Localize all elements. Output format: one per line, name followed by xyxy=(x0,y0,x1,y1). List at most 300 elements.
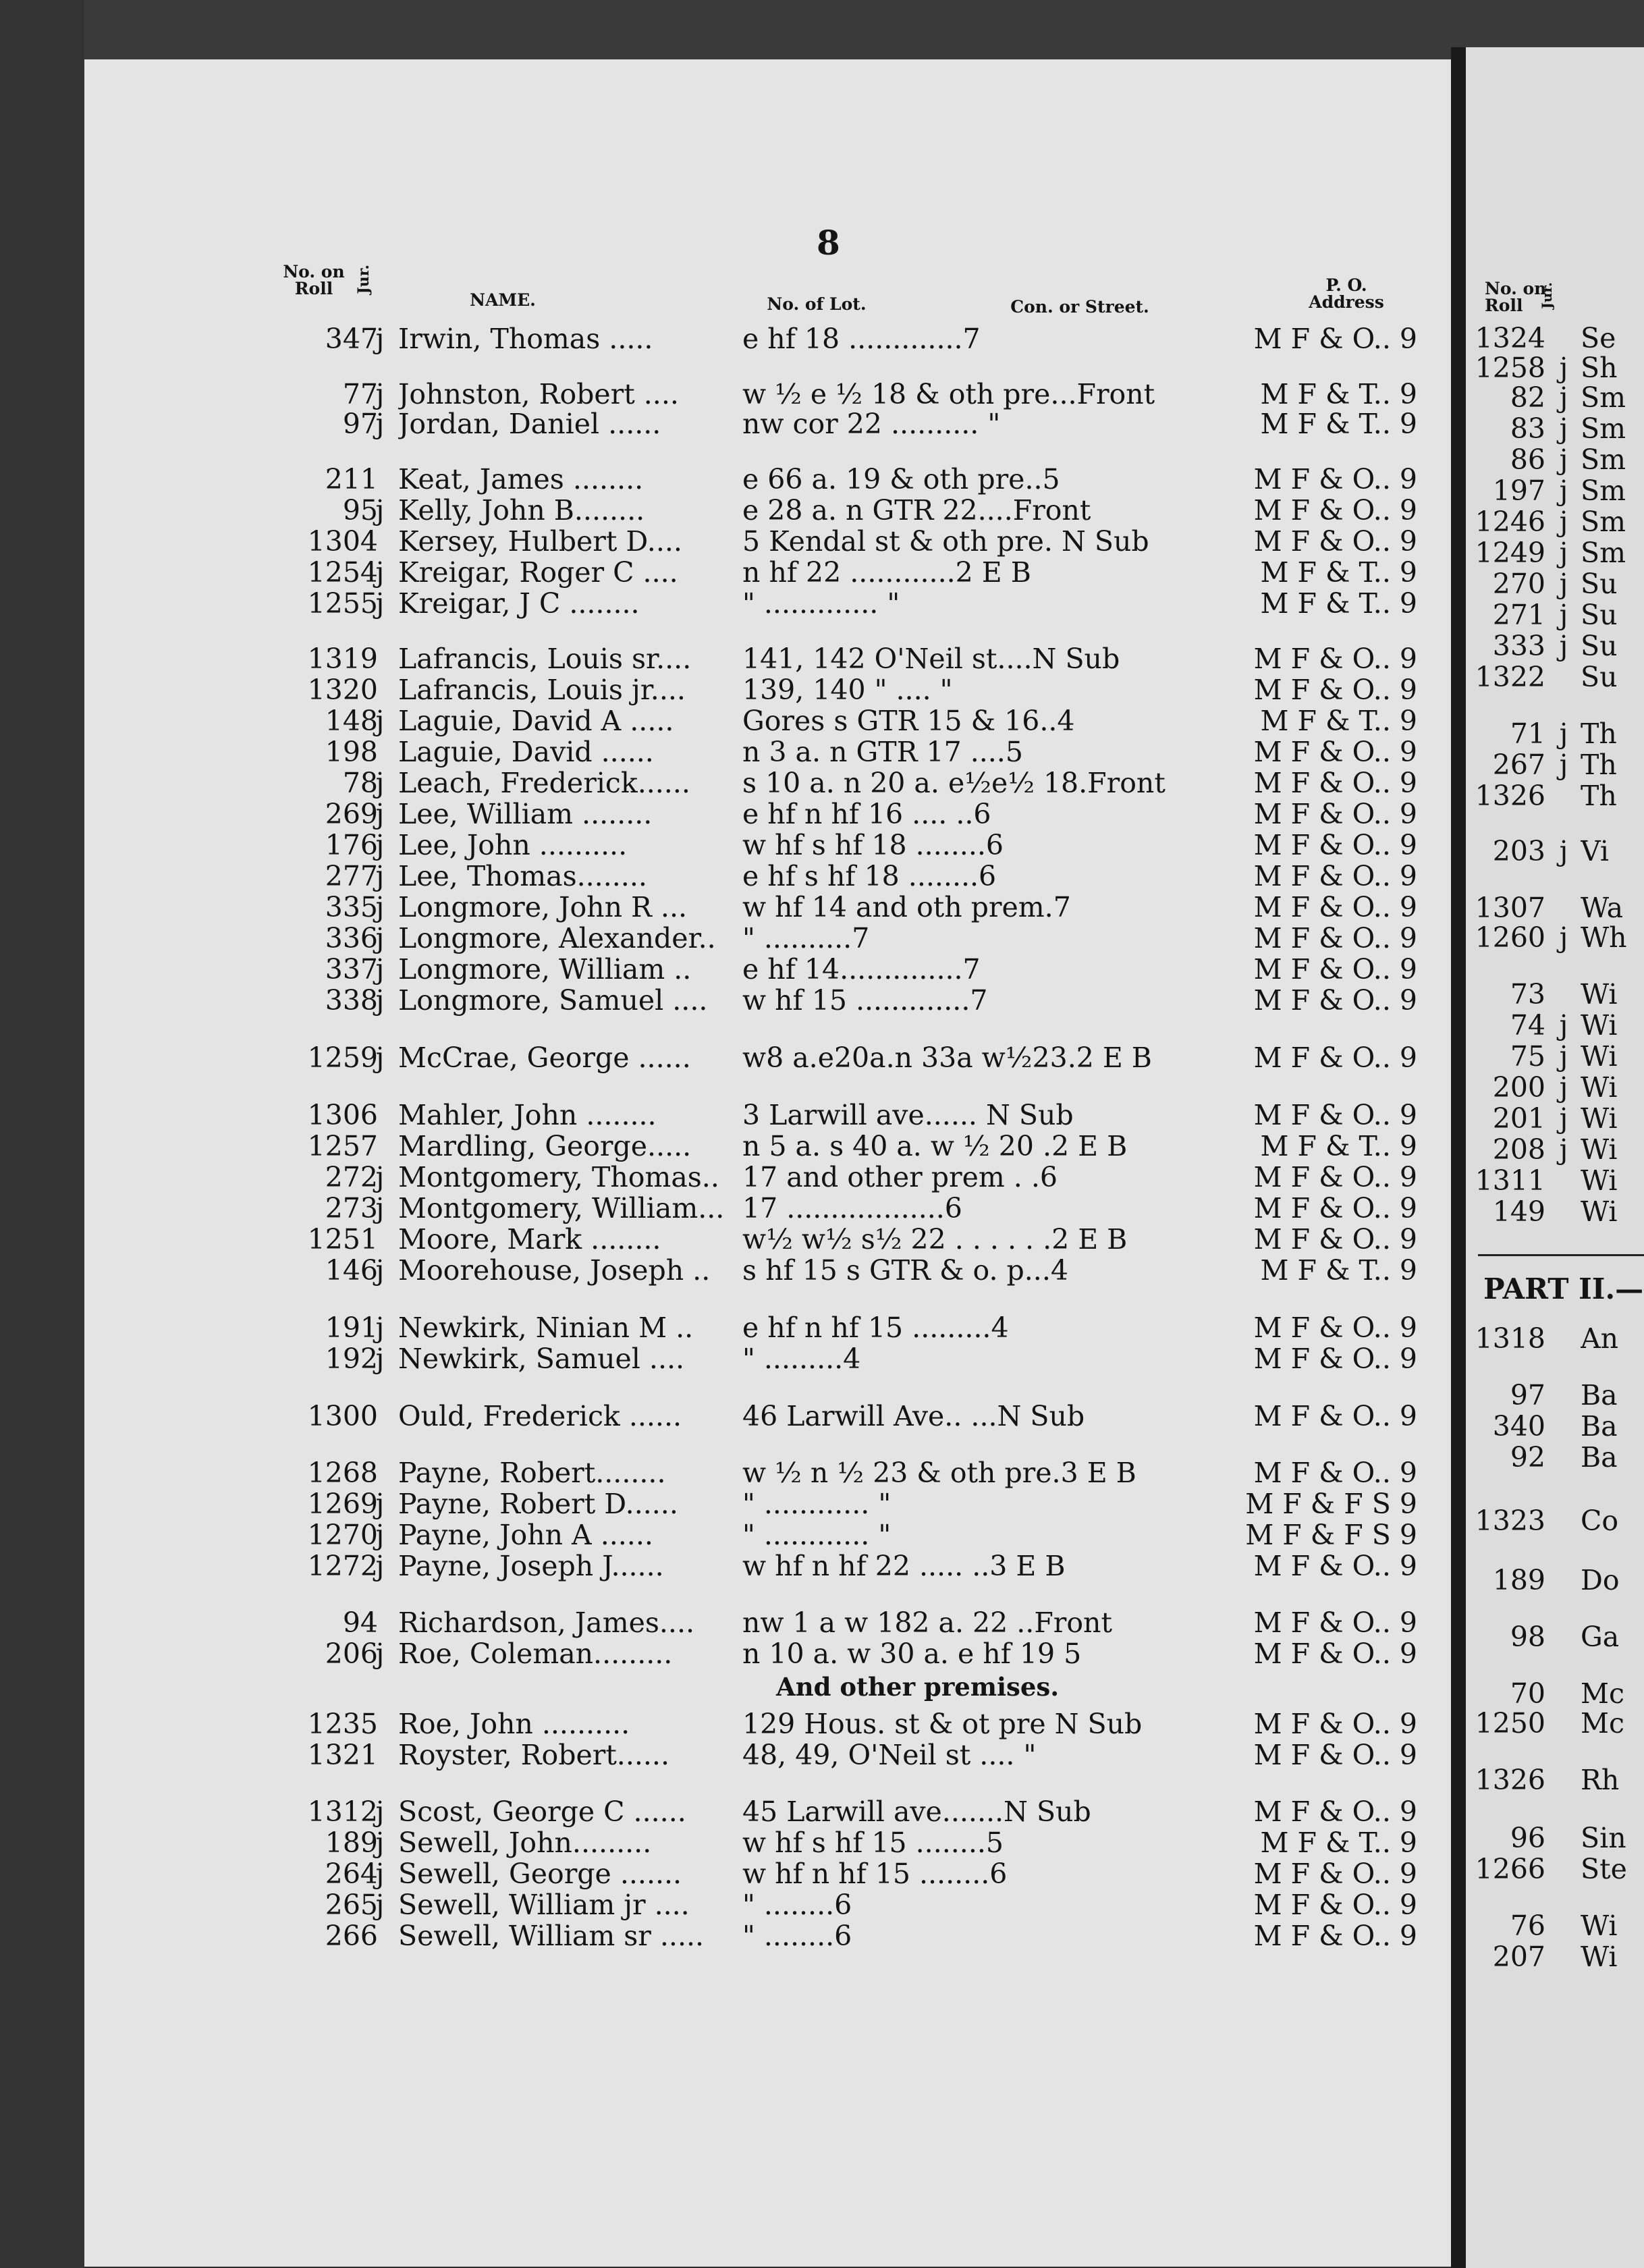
lot-cell: " ........6 xyxy=(742,1920,852,1952)
right-roll-number: 82 xyxy=(1510,381,1545,414)
lot-cell: 17 ..................6 xyxy=(742,1192,962,1224)
name-cell: Moorehouse, Joseph .. xyxy=(398,1254,711,1287)
right-table-row xyxy=(1471,537,1644,568)
right-roll-number: 200 xyxy=(1492,1071,1545,1104)
right-roll-number: 75 xyxy=(1510,1040,1545,1073)
right-roll-number: 83 xyxy=(1510,412,1545,445)
right-table-row xyxy=(1471,1323,1644,1354)
lot-cell: " ........6 xyxy=(742,1889,852,1921)
right-table-row xyxy=(1471,836,1644,867)
roll-number: 1259 xyxy=(307,1042,378,1074)
address-cell: M F & O.. 9 xyxy=(1253,984,1417,1017)
table-row xyxy=(0,1638,1451,1670)
table-row xyxy=(0,1457,1451,1489)
right-table-row xyxy=(1471,1380,1644,1411)
right-name-cell: Wi xyxy=(1581,1941,1618,1972)
right-table-row xyxy=(1471,1764,1644,1796)
name-cell: Newkirk, Samuel .... xyxy=(398,1343,685,1375)
lot-cell: w8 a.e20a.n 33a w½23.2 E B xyxy=(742,1042,1152,1074)
right-roll-number: 70 xyxy=(1510,1677,1545,1710)
jur-mark: j xyxy=(375,1343,385,1375)
right-table-row xyxy=(1471,599,1644,630)
lot-cell: w hf s hf 18 ........6 xyxy=(742,829,1004,861)
name-cell: Ould, Frederick ...... xyxy=(398,1400,682,1432)
right-table-row xyxy=(1471,1854,1644,1885)
lot-cell: 17 and other prem . .6 xyxy=(742,1161,1058,1193)
address-cell: M F & O.. 9 xyxy=(1253,767,1417,799)
right-roll-number: 270 xyxy=(1492,568,1545,600)
name-cell: Lafrancis, Louis sr.... xyxy=(398,643,692,675)
jur-mark: j xyxy=(375,556,385,589)
right-table-row xyxy=(1471,979,1644,1010)
jur-mark: j xyxy=(375,798,385,830)
right-table-row xyxy=(1471,568,1644,599)
lot-cell: 48, 49, O'Neil st .... " xyxy=(742,1739,1037,1771)
right-jur-mark: j xyxy=(1559,599,1568,631)
address-cell: M F & O.. 9 xyxy=(1253,1457,1417,1489)
right-roll-number: 96 xyxy=(1510,1822,1545,1854)
name-cell: Payne, Joseph J...... xyxy=(398,1550,664,1582)
right-header-line1: No. on xyxy=(1485,279,1547,298)
roll-number: 277 xyxy=(325,860,378,892)
right-table-row xyxy=(1471,1411,1644,1442)
right-name-cell: Su xyxy=(1581,630,1618,662)
name-cell: Laguie, David A ..... xyxy=(398,705,674,737)
roll-number: 337 xyxy=(325,953,378,986)
table-row xyxy=(0,767,1451,799)
address-cell: M F & O.. 9 xyxy=(1253,1920,1417,1952)
roll-number: 176 xyxy=(325,829,378,861)
address-cell: M F & O.. 9 xyxy=(1253,1638,1417,1670)
name-cell: Keat, James ........ xyxy=(398,463,644,495)
lot-cell: e hf 14..............7 xyxy=(742,953,981,986)
header-po-line2: Address xyxy=(1309,292,1384,312)
header-lot: No. of Lot. xyxy=(767,294,867,314)
roll-number: 189 xyxy=(325,1827,378,1859)
name-cell: Richardson, James.... xyxy=(398,1606,695,1639)
right-roll-number: 149 xyxy=(1492,1195,1545,1228)
table-row xyxy=(0,1858,1451,1890)
part-heading: PART II.— xyxy=(1483,1272,1644,1305)
roll-number: 264 xyxy=(325,1858,378,1890)
table-row xyxy=(0,736,1451,768)
table-row xyxy=(0,1606,1451,1639)
name-cell: Kelly, John B........ xyxy=(398,494,645,526)
roll-number: 192 xyxy=(325,1343,378,1375)
roll-number: 1300 xyxy=(307,1400,378,1432)
roll-number: 1254 xyxy=(307,556,378,589)
roll-number: 78 xyxy=(342,767,378,799)
right-table-row xyxy=(1471,1041,1644,1072)
lot-cell: w ½ e ½ 18 & oth pre...Front xyxy=(742,378,1155,410)
name-cell: Kreigar, Roger C .... xyxy=(398,556,678,589)
right-jur-mark: j xyxy=(1559,749,1568,781)
right-name-cell: Do xyxy=(1581,1565,1620,1596)
roll-number: 269 xyxy=(325,798,378,830)
address-cell: M F & T.. 9 xyxy=(1260,408,1417,440)
roll-number: 95 xyxy=(342,494,378,526)
table-row xyxy=(0,1042,1451,1074)
right-name-cell: Sm xyxy=(1581,537,1626,568)
table-row xyxy=(0,798,1451,830)
table-row xyxy=(0,463,1451,495)
right-name-cell: Wi xyxy=(1581,979,1618,1010)
table-row xyxy=(0,860,1451,892)
right-roll-number: 1326 xyxy=(1475,1764,1545,1796)
table-row xyxy=(0,1796,1451,1828)
right-jur-mark: j xyxy=(1559,475,1568,507)
right-name-cell: Wi xyxy=(1581,1134,1618,1165)
lot-cell: 141, 142 O'Neil st....N Sub xyxy=(742,643,1120,675)
right-jur-mark: j xyxy=(1559,443,1568,476)
right-name-cell: Wh xyxy=(1581,922,1627,953)
lot-cell: nw 1 a w 182 a. 22 ..Front xyxy=(742,1606,1112,1639)
right-table-row xyxy=(1471,1565,1644,1596)
right-table-row xyxy=(1471,382,1644,413)
jur-mark: j xyxy=(375,829,385,861)
jur-mark: j xyxy=(375,1488,385,1520)
lot-cell: w hf 14 and oth prem.7 xyxy=(742,891,1071,923)
lot-cell: " ............ " xyxy=(742,1488,892,1520)
address-cell: M F & O.. 9 xyxy=(1253,674,1417,706)
roll-number: 336 xyxy=(325,922,378,954)
right-jur-mark: j xyxy=(1559,537,1568,569)
table-row xyxy=(0,1192,1451,1224)
lot-cell: e hf 18 .............7 xyxy=(742,323,981,355)
name-cell: Roe, John .......... xyxy=(398,1708,630,1740)
table-row xyxy=(0,1550,1451,1582)
right-name-cell: Rh xyxy=(1581,1764,1620,1796)
lot-cell: " ..........7 xyxy=(742,922,870,954)
name-cell: Roe, Coleman......... xyxy=(398,1638,673,1670)
right-roll-number: 208 xyxy=(1492,1133,1545,1166)
name-cell: Newkirk, Ninian M .. xyxy=(398,1312,694,1344)
roll-number: 1251 xyxy=(307,1223,378,1256)
table-row xyxy=(0,643,1451,675)
roll-number: 1304 xyxy=(307,525,378,558)
right-name-cell: An xyxy=(1581,1323,1619,1354)
right-jur-mark: j xyxy=(1559,630,1568,662)
lot-cell: 129 Hous. st & ot pre N Sub xyxy=(742,1708,1143,1740)
right-jur-mark: j xyxy=(1559,1071,1568,1104)
lot-cell: 5 Kendal st & oth pre. N Sub xyxy=(742,525,1149,558)
right-name-cell: Wi xyxy=(1581,1010,1618,1041)
right-table-row xyxy=(1471,1708,1644,1739)
right-table-row xyxy=(1471,1072,1644,1103)
roe-note: And other premises. xyxy=(776,1672,1060,1702)
right-name-cell: Co xyxy=(1581,1505,1619,1536)
right-roll-number: 1266 xyxy=(1475,1853,1545,1885)
name-cell: Royster, Robert...... xyxy=(398,1739,669,1771)
address-cell: M F & O.. 9 xyxy=(1253,922,1417,954)
table-row xyxy=(0,323,1451,355)
lot-cell: " ............ " xyxy=(742,1519,892,1551)
right-name-cell: Sm xyxy=(1581,475,1626,506)
name-cell: Sewell, George ....... xyxy=(398,1858,682,1890)
right-table-row xyxy=(1471,922,1644,953)
roll-number: 266 xyxy=(325,1920,378,1952)
address-cell: M F & O.. 9 xyxy=(1253,494,1417,526)
address-cell: M F & O.. 9 xyxy=(1253,643,1417,675)
jur-mark: j xyxy=(375,1550,385,1582)
right-roll-number: 73 xyxy=(1510,978,1545,1010)
address-cell: M F & T.. 9 xyxy=(1260,705,1417,737)
address-cell: M F & O.. 9 xyxy=(1253,1858,1417,1890)
table-row xyxy=(0,829,1451,861)
right-jur-mark: j xyxy=(1559,1102,1568,1135)
table-row xyxy=(0,525,1451,558)
table-row xyxy=(0,953,1451,986)
right-table-row xyxy=(1471,1910,1644,1941)
address-cell: M F & O.. 9 xyxy=(1253,1099,1417,1131)
lot-cell: w hf n hf 22 ..... ..3 E B xyxy=(742,1550,1066,1582)
table-row xyxy=(0,705,1451,737)
roll-number: 77 xyxy=(342,378,378,410)
right-table-row xyxy=(1471,892,1644,923)
right-table-row xyxy=(1471,1165,1644,1196)
name-cell: Lee, William ........ xyxy=(398,798,653,830)
jur-mark: j xyxy=(375,1161,385,1193)
lot-cell: 139, 140 " .... " xyxy=(742,674,953,706)
header-jur: Jur. xyxy=(355,265,373,294)
roll-number: 1269 xyxy=(307,1488,378,1520)
right-name-cell: Sin xyxy=(1581,1823,1626,1854)
roll-number: 335 xyxy=(325,891,378,923)
name-cell: Lafrancis, Louis jr.... xyxy=(398,674,686,706)
right-name-cell: Th xyxy=(1581,718,1617,749)
roll-number: 1270 xyxy=(307,1519,378,1551)
right-header-line2: Roll xyxy=(1485,296,1523,315)
roll-number: 94 xyxy=(342,1606,378,1639)
address-cell: M F & T.. 9 xyxy=(1260,587,1417,620)
table-row xyxy=(0,587,1451,620)
address-cell: M F & O.. 9 xyxy=(1253,1161,1417,1193)
header-name: NAME. xyxy=(470,290,536,310)
right-jur-mark: j xyxy=(1559,352,1568,384)
name-cell: Longmore, William .. xyxy=(398,953,692,986)
header-con: Con. or Street. xyxy=(1010,297,1149,317)
jur-mark: j xyxy=(375,767,385,799)
name-cell: Sewell, William sr ..... xyxy=(398,1920,705,1952)
name-cell: Kersey, Hulbert D.... xyxy=(398,525,682,558)
roll-number: 273 xyxy=(325,1192,378,1224)
right-jur-mark: j xyxy=(1559,718,1568,750)
roll-number: 146 xyxy=(325,1254,378,1287)
header-roll-line2: Roll xyxy=(294,279,333,298)
right-roll-number: 189 xyxy=(1492,1564,1545,1596)
table-row xyxy=(0,1161,1451,1193)
right-name-cell: Sm xyxy=(1581,444,1626,475)
right-name-cell: Wi xyxy=(1581,1910,1618,1941)
address-cell: M F & O.. 9 xyxy=(1253,860,1417,892)
address-cell: M F & O.. 9 xyxy=(1253,1739,1417,1771)
roll-number: 211 xyxy=(325,463,378,495)
jur-mark: j xyxy=(375,1192,385,1224)
table-row xyxy=(0,494,1451,526)
lot-cell: e hf n hf 16 .... ..6 xyxy=(742,798,991,830)
roll-number: 1255 xyxy=(307,587,378,620)
right-name-cell: Wi xyxy=(1581,1103,1618,1134)
address-cell: M F & O.. 9 xyxy=(1253,1889,1417,1921)
right-name-cell: Ba xyxy=(1581,1442,1618,1473)
jur-mark: j xyxy=(375,323,385,355)
jur-mark: j xyxy=(375,1889,385,1921)
name-cell: Mardling, George..... xyxy=(398,1130,692,1162)
right-roll-number: 1324 xyxy=(1475,322,1545,354)
right-table-row xyxy=(1471,662,1644,693)
roll-number: 1320 xyxy=(307,674,378,706)
address-cell: M F & O.. 9 xyxy=(1253,829,1417,861)
table-row xyxy=(0,674,1451,706)
roll-number: 206 xyxy=(325,1638,378,1670)
name-cell: Longmore, John R ... xyxy=(398,891,688,923)
right-roll-number: 1323 xyxy=(1475,1505,1545,1537)
right-roll-number: 340 xyxy=(1492,1410,1545,1442)
page-number: 8 xyxy=(817,223,840,263)
address-cell: M F & T.. 9 xyxy=(1260,378,1417,410)
right-roll-number: 1249 xyxy=(1475,537,1545,569)
jur-mark: j xyxy=(375,1796,385,1828)
address-cell: M F & T.. 9 xyxy=(1260,1827,1417,1859)
lot-cell: 45 Larwill ave.......N Sub xyxy=(742,1796,1091,1828)
right-roll-number: 76 xyxy=(1510,1910,1545,1942)
table-row xyxy=(0,1708,1451,1740)
right-roll-number: 201 xyxy=(1492,1102,1545,1135)
name-cell: Payne, John A ...... xyxy=(398,1519,653,1551)
right-header-jur: Jur. xyxy=(1539,282,1555,309)
right-name-cell: Ga xyxy=(1581,1621,1620,1652)
roll-number: 1319 xyxy=(307,643,378,675)
right-name-cell: Vi xyxy=(1581,836,1610,867)
right-jur-mark: j xyxy=(1559,506,1568,538)
address-cell: M F & O.. 9 xyxy=(1253,1796,1417,1828)
table-row xyxy=(0,1343,1451,1375)
lot-cell: Gores s GTR 15 & 16..4 xyxy=(742,705,1075,737)
right-roll-number: 92 xyxy=(1510,1441,1545,1474)
right-name-cell: Th xyxy=(1581,780,1617,811)
name-cell: Sewell, William jr .... xyxy=(398,1889,690,1921)
right-jur-mark: j xyxy=(1559,1133,1568,1166)
right-roll-number: 98 xyxy=(1510,1621,1545,1653)
lot-cell: " .........4 xyxy=(742,1343,861,1375)
part-divider xyxy=(1478,1254,1644,1256)
roll-number: 1321 xyxy=(307,1739,378,1771)
lot-cell: e 28 a. n GTR 22....Front xyxy=(742,494,1091,526)
table-row xyxy=(0,378,1451,410)
address-cell: M F & T.. 9 xyxy=(1260,1254,1417,1287)
right-table-row xyxy=(1471,1621,1644,1652)
roll-number: 1306 xyxy=(307,1099,378,1131)
jur-mark: j xyxy=(375,953,385,986)
name-cell: Lee, John .......... xyxy=(398,829,628,861)
right-table-row xyxy=(1471,444,1644,475)
table-row xyxy=(0,1519,1451,1551)
right-header-roll xyxy=(1485,280,1546,314)
table-row xyxy=(0,1400,1451,1432)
right-jur-mark: j xyxy=(1559,921,1568,954)
right-roll-number: 1326 xyxy=(1475,780,1545,812)
lot-cell: s hf 15 s GTR & o. p...4 xyxy=(742,1254,1068,1287)
name-cell: McCrae, George ...... xyxy=(398,1042,691,1074)
right-table-row xyxy=(1471,1103,1644,1134)
right-roll-number: 1322 xyxy=(1475,661,1545,693)
right-roll-number: 207 xyxy=(1492,1941,1545,1973)
jur-mark: j xyxy=(375,922,385,954)
table-row xyxy=(0,1920,1451,1952)
roll-number: 1257 xyxy=(307,1130,378,1162)
right-jur-mark: j xyxy=(1559,568,1568,600)
right-table-row xyxy=(1471,630,1644,662)
table-row xyxy=(0,1223,1451,1256)
name-cell: Laguie, David ...... xyxy=(398,736,654,768)
right-table-row xyxy=(1471,1442,1644,1473)
lot-cell: w½ w½ s½ 22 . . . . . .2 E B xyxy=(742,1223,1128,1256)
right-roll-number: 1260 xyxy=(1475,921,1545,954)
lot-cell: nw cor 22 .......... " xyxy=(742,408,1001,440)
name-cell: Payne, Robert........ xyxy=(398,1457,666,1489)
right-table-row xyxy=(1471,1196,1644,1227)
lot-cell: n 5 a. s 40 a. w ½ 20 .2 E B xyxy=(742,1130,1128,1162)
roll-number: 1312 xyxy=(307,1796,378,1828)
right-roll-number: 1250 xyxy=(1475,1707,1545,1739)
right-roll-number: 197 xyxy=(1492,475,1545,507)
right-table-row xyxy=(1471,506,1644,537)
right-table-row xyxy=(1471,475,1644,506)
right-table-row xyxy=(1471,1505,1644,1536)
right-name-cell: Mc xyxy=(1581,1708,1624,1739)
right-table-row xyxy=(1471,1134,1644,1165)
roll-number: 148 xyxy=(325,705,378,737)
name-cell: Payne, Robert D...... xyxy=(398,1488,678,1520)
right-name-cell: Su xyxy=(1581,568,1618,599)
name-cell: Moore, Mark ........ xyxy=(398,1223,661,1256)
right-jur-mark: j xyxy=(1559,381,1568,414)
jur-mark: j xyxy=(375,1638,385,1670)
right-table-row xyxy=(1471,1010,1644,1041)
table-row xyxy=(0,556,1451,589)
jur-mark: j xyxy=(375,1827,385,1859)
roll-number: 338 xyxy=(325,984,378,1017)
right-name-cell: Su xyxy=(1581,599,1618,630)
lot-cell: n hf 22 ............2 E B xyxy=(742,556,1031,589)
lot-cell: e hf s hf 18 ........6 xyxy=(742,860,997,892)
roll-number: 1268 xyxy=(307,1457,378,1489)
name-cell: Leach, Frederick...... xyxy=(398,767,690,799)
right-table-row xyxy=(1471,718,1644,749)
jur-mark: j xyxy=(375,408,385,440)
jur-mark: j xyxy=(375,587,385,620)
table-row xyxy=(0,891,1451,923)
address-cell: M F & O.. 9 xyxy=(1253,1312,1417,1344)
name-cell: Mahler, John ........ xyxy=(398,1099,657,1131)
right-table-row xyxy=(1471,1941,1644,1972)
right-roll-number: 203 xyxy=(1492,835,1545,867)
jur-mark: j xyxy=(375,860,385,892)
table-row xyxy=(0,1739,1451,1771)
lot-cell: w ½ n ½ 23 & oth pre.3 E B xyxy=(742,1457,1136,1489)
right-table-row xyxy=(1471,1678,1644,1709)
address-cell: M F & O.. 9 xyxy=(1253,1192,1417,1224)
right-name-cell: Su xyxy=(1581,662,1618,693)
jur-mark: j xyxy=(375,984,385,1017)
header-roll-line1: No. on xyxy=(283,262,345,281)
table-row xyxy=(0,1889,1451,1921)
jur-mark: j xyxy=(375,1519,385,1551)
header-po-line1: P. O. xyxy=(1325,275,1367,295)
roll-number: 97 xyxy=(342,408,378,440)
lot-cell: w hf s hf 15 ........5 xyxy=(742,1827,1004,1859)
right-roll-number: 271 xyxy=(1492,599,1545,631)
